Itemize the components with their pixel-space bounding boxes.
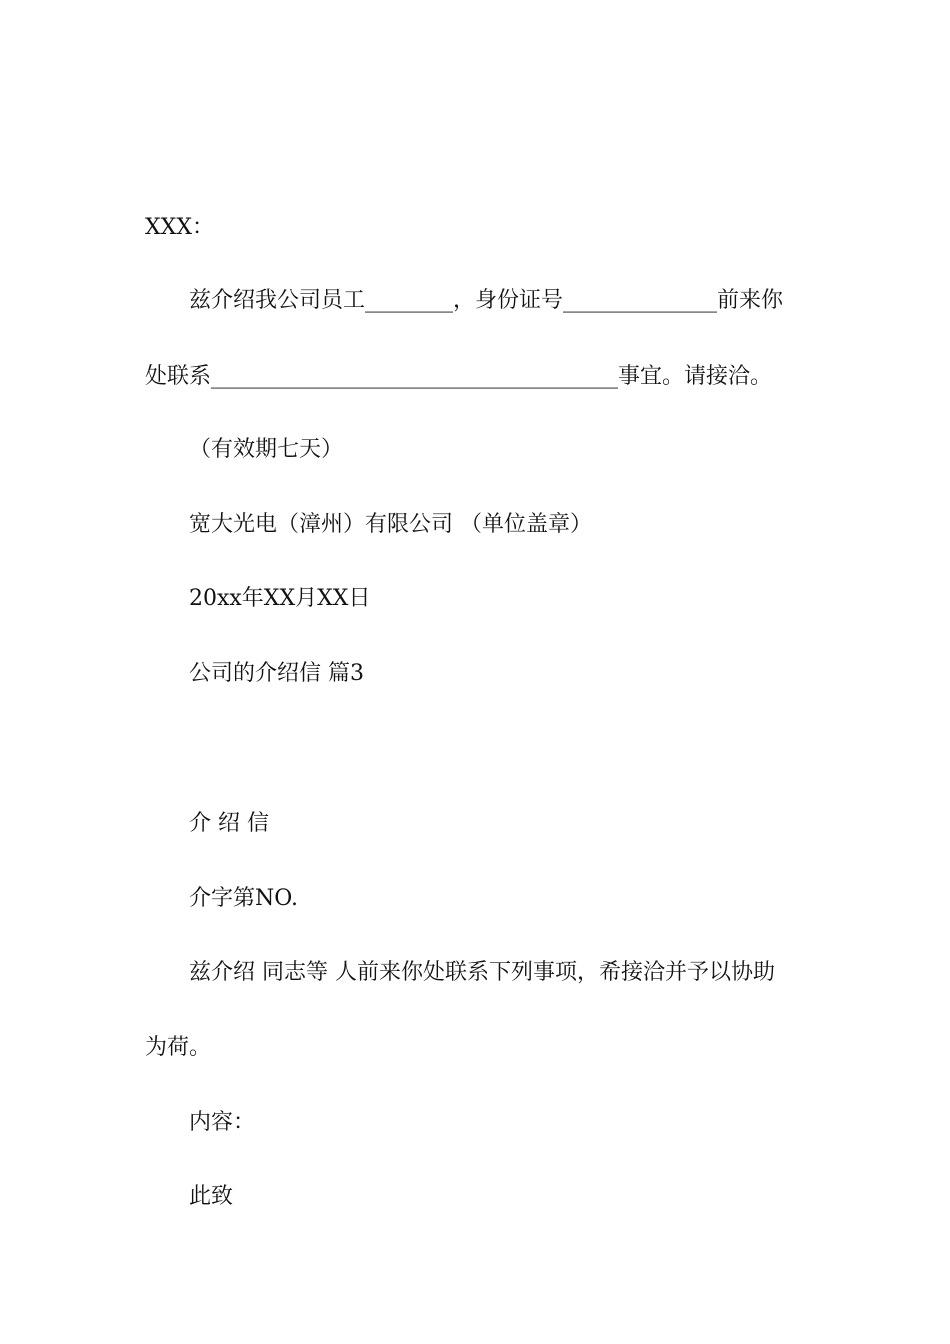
- letter-date: 20xx年XX月XX日: [189, 586, 371, 611]
- letter-number: 介字第NO.: [189, 886, 298, 911]
- content-label: 内容：: [189, 1110, 256, 1135]
- section-heading: 公司的介绍信 篇3: [189, 661, 364, 686]
- letter2-body-line-2: 为荷。: [145, 1035, 212, 1060]
- salutation: XXX：: [145, 215, 214, 240]
- company-seal-line: 宽大光电（漳州）有限公司 （单位盖章）: [189, 512, 592, 537]
- letter-body-line-1: 兹介绍我公司员工________，身份证号______________前来你: [189, 288, 784, 313]
- letter2-body-line-1: 兹介绍 同志等 人前来你处联系下列事项，希接洽并予以协助: [189, 960, 775, 985]
- letter-body-line-2: 处联系_____________________________________事宜。请接洽。: [145, 364, 773, 389]
- validity-note: （有效期七天）: [189, 437, 344, 462]
- letter-title: 介 绍 信: [189, 811, 269, 836]
- closing: 此致: [189, 1184, 234, 1209]
